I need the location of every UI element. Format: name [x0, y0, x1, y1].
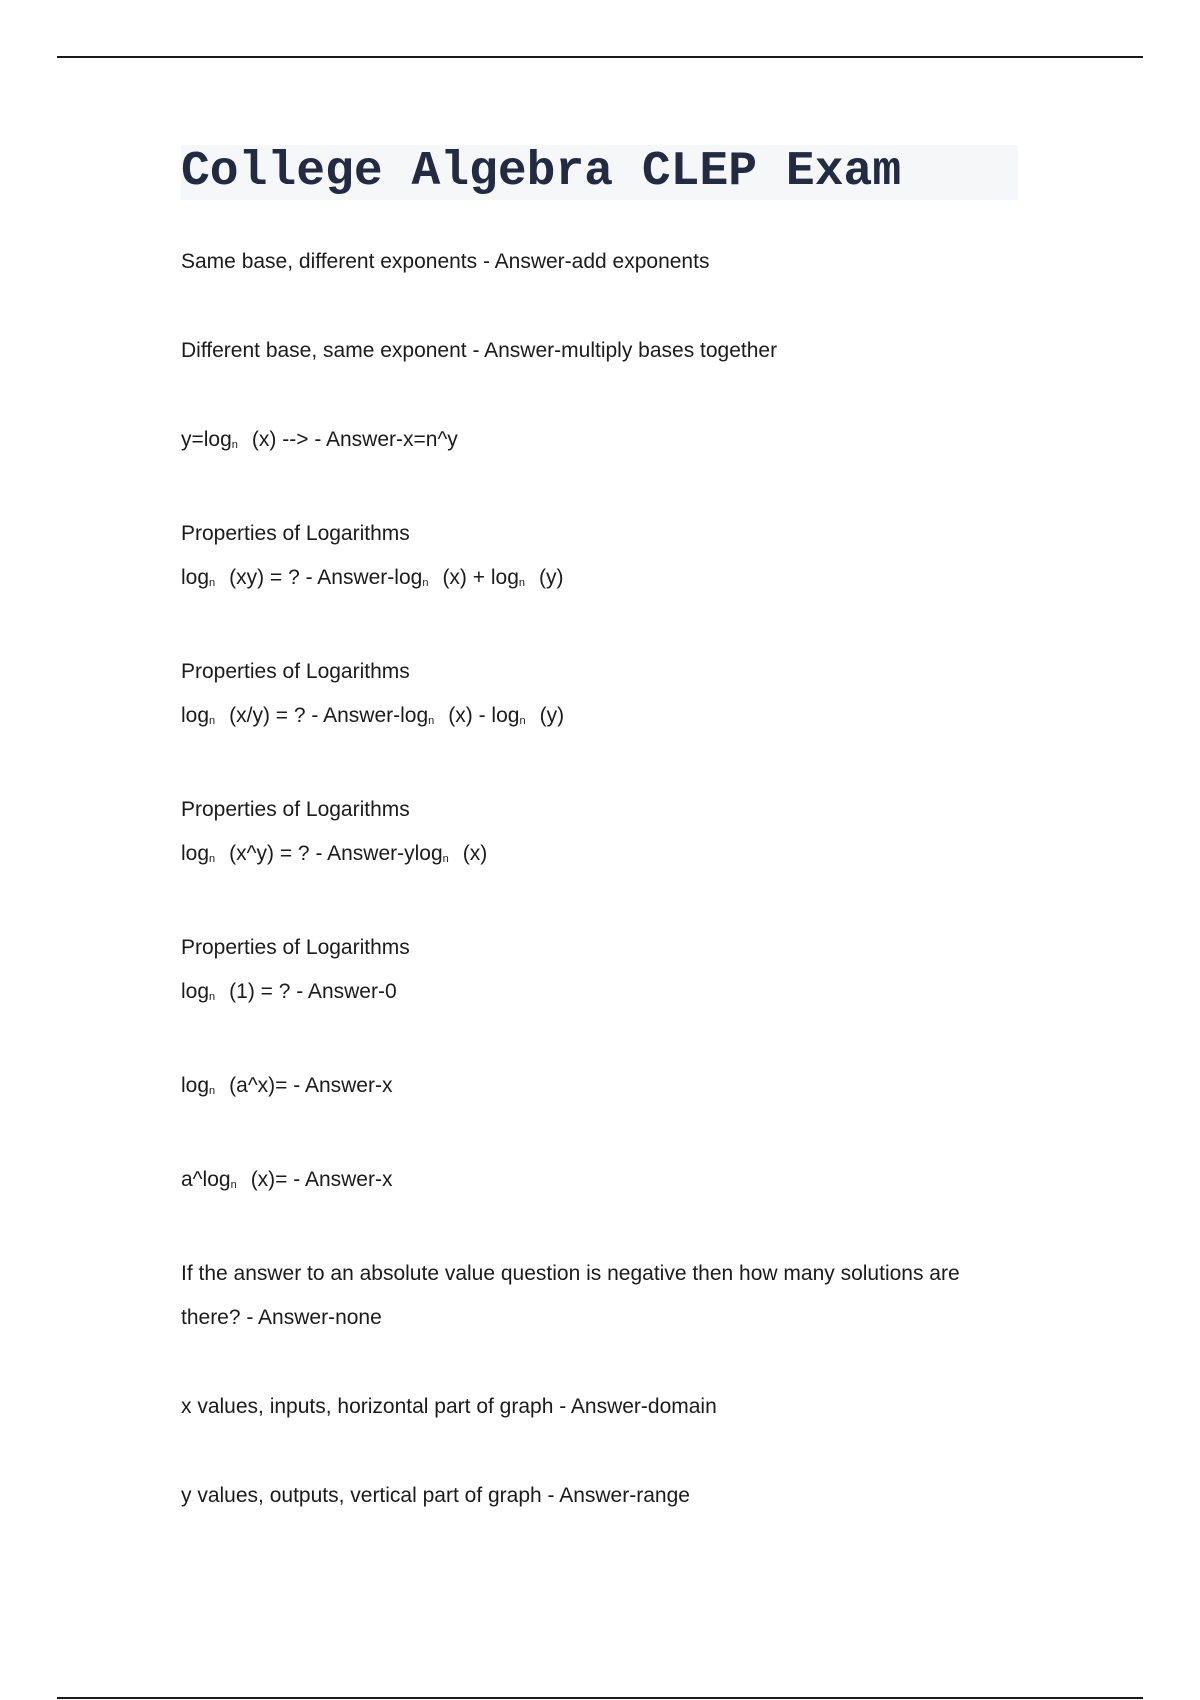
- flashcard-entry: [181, 240, 1021, 284]
- entry-text: x values, inputs, horizontal part of graph - Answer-domain: [181, 1395, 717, 1418]
- top-rule: [57, 56, 1143, 58]
- formula-text: (x)= - Answer-x: [250, 1168, 393, 1191]
- log-base-subscript: n: [209, 991, 216, 1003]
- formula-text: (x) - log: [448, 704, 520, 727]
- entry-formula: [181, 970, 1021, 1019]
- page-title: College Algebra CLEP Exam: [181, 145, 902, 199]
- bottom-rule: [57, 1697, 1143, 1699]
- formula-text: (1) = ? - Answer-0: [229, 980, 397, 1003]
- flashcard-entry: [181, 650, 1021, 743]
- log-base-subscript: n: [518, 577, 526, 589]
- log-base-subscript: n: [209, 577, 216, 589]
- entry-formula: [181, 1064, 1021, 1113]
- formula-text: (x) --> - Answer-x=n^y: [251, 428, 458, 451]
- entry-formula: [181, 556, 1021, 605]
- log-base-subscript: n: [209, 853, 216, 865]
- flashcard-entry: [181, 926, 1021, 1019]
- log-base-subscript: n: [209, 715, 216, 727]
- document-body: [181, 240, 1021, 1563]
- flashcard-entry: [181, 1474, 1021, 1518]
- entry-heading: Properties of Logarithms: [181, 522, 410, 545]
- entry-text: If the answer to an absolute value question is negative then how many solutions are there? - Answer-none: [181, 1262, 960, 1329]
- entry-formula: [181, 418, 1021, 467]
- flashcard-entry: [181, 1252, 1021, 1340]
- formula-text: (a^x)= - Answer-x: [229, 1074, 393, 1097]
- formula-text: (x^y) = ? - Answer-ylog: [229, 842, 443, 865]
- formula-text: (x) + log: [442, 566, 519, 589]
- flashcard-entry: [181, 1064, 1021, 1113]
- formula-text: y=log: [181, 428, 232, 451]
- flashcard-entry: [181, 1385, 1021, 1429]
- log-base-subscript: n: [428, 715, 435, 727]
- formula-text: log: [181, 842, 210, 865]
- entry-text: y values, outputs, vertical part of graph - Answer-range: [181, 1484, 690, 1507]
- formula-text: (x): [462, 842, 488, 865]
- flashcard-entry: [181, 329, 1021, 373]
- formula-text: log: [181, 566, 210, 589]
- entry-text: Different base, same exponent - Answer-multiply bases together: [181, 339, 778, 362]
- entry-heading: Properties of Logarithms: [181, 798, 410, 821]
- formula-text: a^log: [181, 1168, 231, 1191]
- entry-heading: Properties of Logarithms: [181, 660, 410, 683]
- flashcard-entry: [181, 418, 1021, 467]
- formula-text: (y): [539, 566, 564, 589]
- formula-text: log: [181, 704, 210, 727]
- entry-formula: [181, 1158, 1021, 1207]
- entry-text: Same base, different exponents - Answer-add exponents: [181, 250, 710, 273]
- flashcard-entry: [181, 1158, 1021, 1207]
- entry-heading: Properties of Logarithms: [181, 936, 410, 959]
- log-base-subscript: n: [231, 439, 238, 451]
- log-base-subscript: n: [442, 853, 449, 865]
- formula-text: log: [181, 1074, 210, 1097]
- log-base-subscript: n: [519, 715, 526, 727]
- entry-formula: [181, 832, 1021, 881]
- formula-text: (y): [539, 704, 565, 727]
- formula-text: (xy) = ? - Answer-log: [229, 566, 423, 589]
- entry-formula: [181, 694, 1021, 743]
- flashcard-entry: [181, 788, 1021, 881]
- log-base-subscript: n: [230, 1179, 237, 1191]
- flashcard-entry: [181, 512, 1021, 605]
- formula-text: (x/y) = ? - Answer-log: [229, 704, 429, 727]
- formula-text: log: [181, 980, 210, 1003]
- log-base-subscript: n: [422, 577, 429, 589]
- log-base-subscript: n: [209, 1085, 216, 1097]
